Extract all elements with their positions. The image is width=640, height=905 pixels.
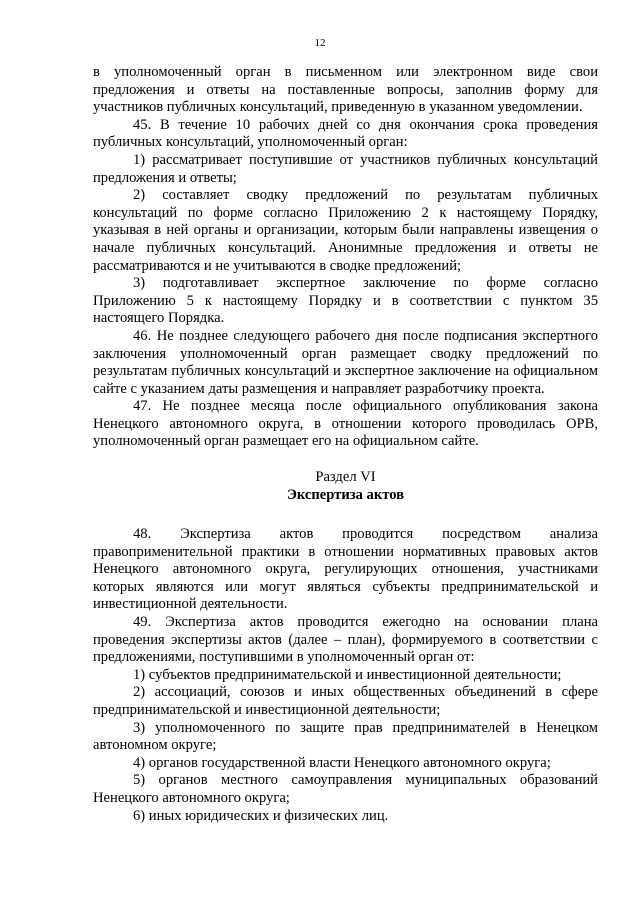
paragraph-49: 49. Экспертиза актов проводится ежегодно на основании плана проведения экспертизы актов (далее – план), формируемого в соответствии с предложениями, поступившими в уполномоченный орган от: — [93, 614, 598, 666]
paragraph-48: 48. Экспертиза актов проводится посредством анализа правоприменительной практики в отношении нормативных правовых актов Ненецкого автономного округа, регулирующих отношения, участниками которых являются или могут являться субъекты предпринимательской и инвестиционной деятельности. — [93, 526, 598, 613]
paragraph-45-item-1: 1) рассматривает поступившие от участников публичных консультаций предложения и ответы; — [93, 151, 598, 186]
paragraph-49-item-5: 5) органов местного самоуправления муниципальных образований Ненецкого автономного округа; — [93, 772, 598, 806]
paragraph-49-item-3: 3) уполномоченного по защите прав предпринимателей в Ненецком автономном округе; — [93, 719, 598, 754]
paragraph-49-item-1: 1) субъектов предпринимательской и инвестиционной деятельности; — [133, 666, 562, 683]
paragraph-45-item-2: 2) составляет сводку предложений по результатам публичных консультаций по форме согласно Приложению 2 к настоящему Порядку, указывая в ней органы и организации, которым были направлены извещения о начале публичных консультаций. Анонимные предложения и ответы не рассматриваются и не учитываются в сводке предложений; — [93, 187, 598, 274]
paragraph-45-item-3: 3) подготавливает экспертное заключение по форме согласно Приложению 5 к настоящему Порядку и в соответствии с пунктом 35 настоящего Порядка. — [93, 275, 598, 327]
document-body — [93, 64, 598, 825]
paragraph-49-item-4: 4) органов государственной власти Ненецкого автономного округа; — [133, 754, 551, 771]
paragraph-49-item-6: 6) иных юридических и физических лиц. — [133, 807, 389, 824]
paragraph-47: 47. Не позднее месяца после официального опубликования закона Ненецкого автономного округа, в отношении которого проводилась ОРВ, уполномоченный орган размещает его на официальном сайте. — [93, 398, 598, 450]
paragraphs-after — [93, 526, 598, 825]
section-label: Раздел VI — [315, 469, 376, 486]
paragraphs-before — [93, 64, 598, 451]
paragraph-45: 45. В течение 10 рабочих дней со дня окончания срока проведения публичных консультаций, уполномоченный орган: — [93, 116, 598, 151]
paragraph-46: 46. Не позднее следующего рабочего дня после подписания экспертного заключения уполномоченный орган размещает сводку предложений по результатам публичных консультаций и экспертное заключение на официальном сайте с указанием даты размещения и направляет разработчику проекта. — [93, 327, 598, 397]
page-number: 12 — [314, 37, 326, 49]
section-title: Экспертиза актов — [286, 487, 405, 504]
section-heading — [93, 468, 598, 504]
paragraph-49-item-2: 2) ассоциаций, союзов и иных общественных объединений в сфере предпринимательской и инвестиционной деятельности; — [93, 684, 598, 718]
paragraph-continuation: в уполномоченный орган в письменном или электронном виде свои предложения и ответы на поставленные вопросы, заполнив форму для участников публичных консультаций, приведенную в указанном уведомлении. — [93, 64, 598, 116]
